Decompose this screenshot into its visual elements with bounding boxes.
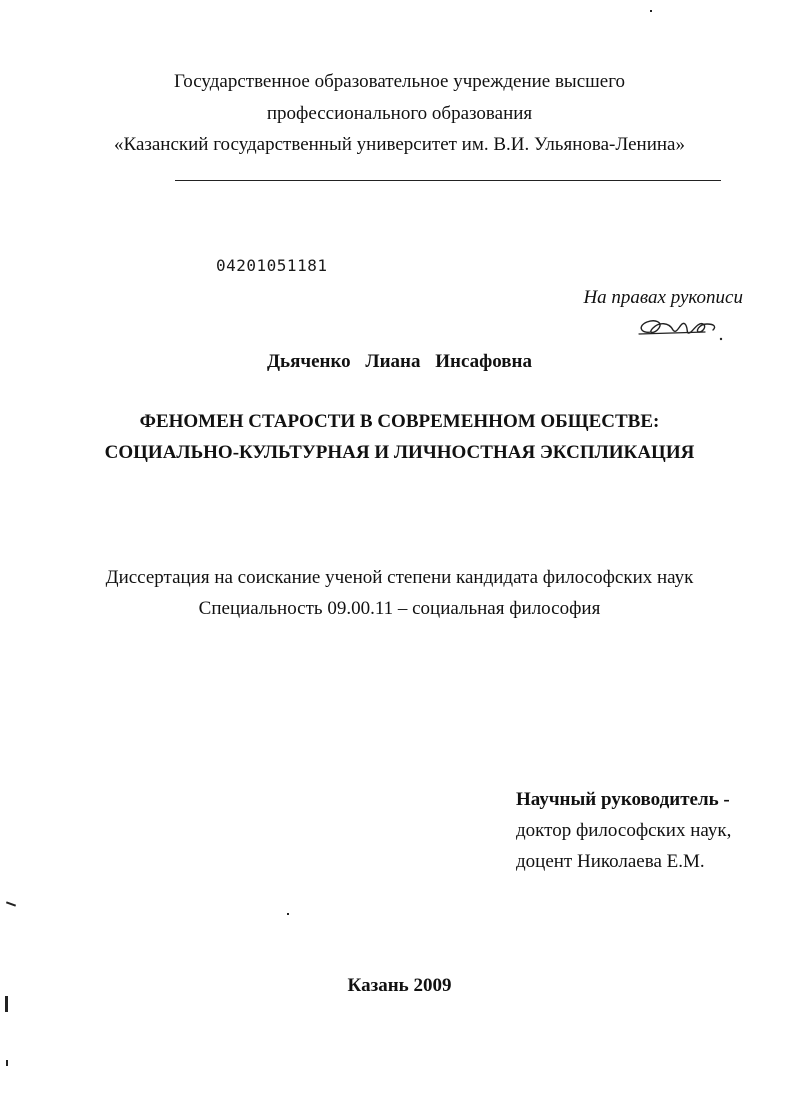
advisor-label: Научный руководитель - [516,789,730,810]
title-line-1: ФЕНОМЕН СТАРОСТИ В СОВРЕМЕННОМ ОБЩЕСТВЕ: [139,411,660,432]
city-year: Казань 2009 [347,975,452,996]
catalog-code: 04201051181 [216,256,328,275]
author-name: Дьяченко Лиана Инсафовна [266,351,532,372]
scan-speck [650,10,652,12]
scan-speck [5,996,8,1012]
scan-speck [6,1060,8,1066]
scan-speck [6,901,16,906]
institution-line-2: профессионального образования [266,103,533,124]
advisor-degree: доктор философских наук, [516,820,732,841]
dissertation-line-2: Специальность 09.00.11 – социальная философия [198,598,601,619]
rights-note: На правах рукописи [583,287,743,308]
header-divider [175,180,721,181]
signature-image [633,310,733,346]
scan-speck [287,913,289,915]
advisor-name: доцент Николаева Е.М. [516,851,705,872]
title-line-2: СОЦИАЛЬНО-КУЛЬТУРНАЯ И ЛИЧНОСТНАЯ ЭКСПЛИКАЦИЯ [104,442,695,463]
institution-line-3: «Казанский государственный университет им. В.И. Ульянова-Ленина» [114,134,685,155]
institution-line-1: Государственное образовательное учреждение высшего [173,71,626,92]
dissertation-line-1: Диссертация на соискание ученой степени кандидата философских наук [105,567,694,588]
